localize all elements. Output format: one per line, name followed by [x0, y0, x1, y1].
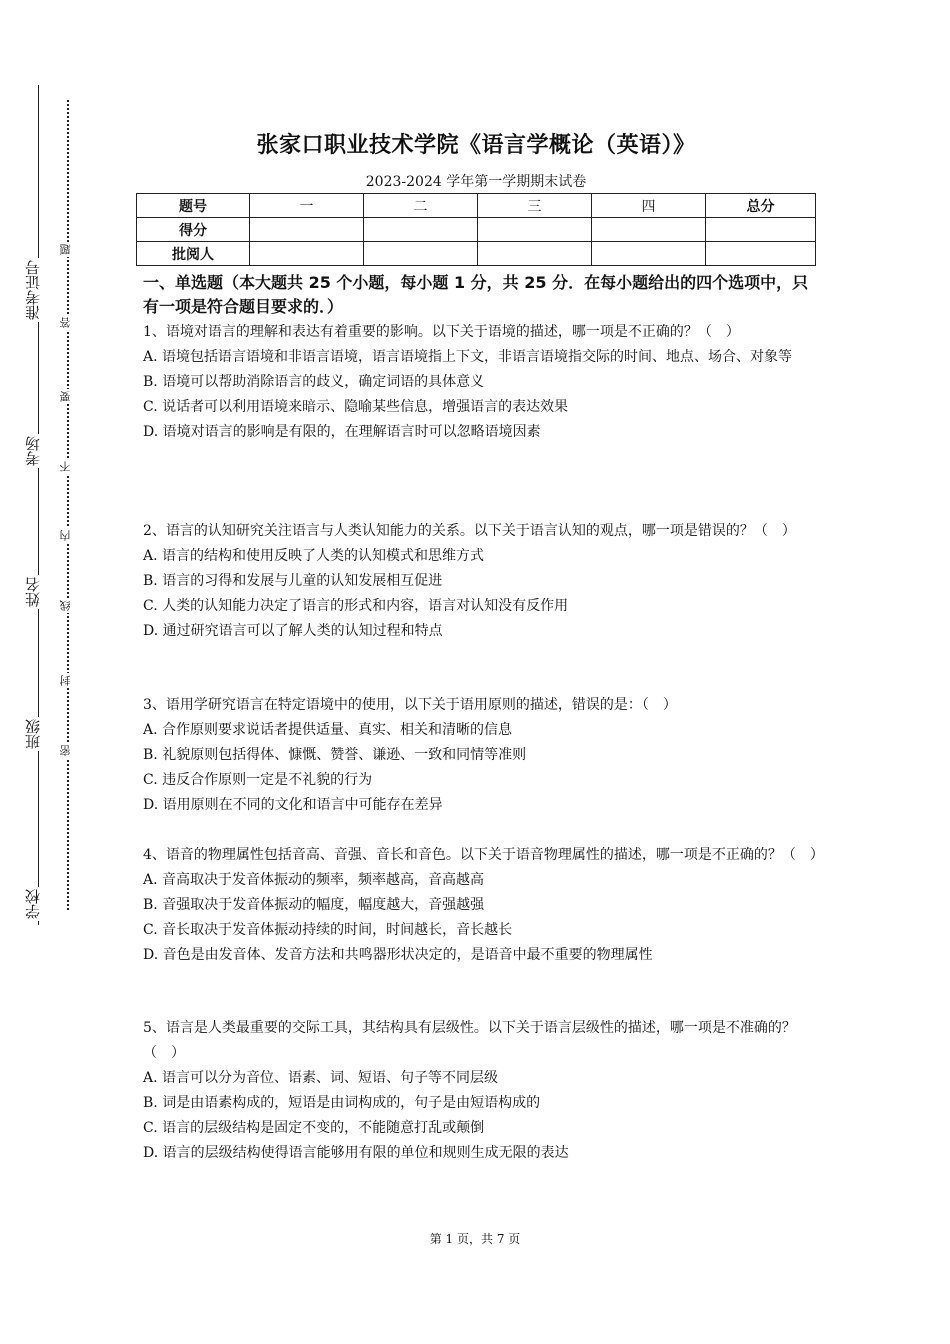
question-1: [143, 320, 819, 445]
grader-cell[interactable]: [478, 242, 592, 266]
option-d: D. 通过研究语言可以了解人类的认知过程和特点: [143, 623, 443, 639]
binding-dotted-line: [67, 100, 69, 910]
question-stem: 2、语言的认知研究关注语言与人类认知能力的关系。以下关于语言认知的观点，哪一项是错误的？（ ）: [143, 523, 796, 539]
score-col-header: 四: [592, 194, 706, 218]
field-name: 姓名: [22, 575, 54, 609]
score-cell[interactable]: [250, 218, 364, 242]
option-a: A. 语言的结构和使用反映了人类的认知模式和思维方式: [143, 548, 485, 564]
seal-char: 内: [59, 528, 75, 543]
score-col-header: 题号: [137, 194, 250, 218]
option-b: B. 礼貌原则包括得体、慷慨、赞誉、谦逊、一致和同情等准则: [143, 747, 527, 763]
field-school: 学校: [22, 887, 54, 921]
field-class: 班级: [22, 717, 54, 751]
question-3: [143, 693, 819, 818]
option-c: C. 音长取决于发音体振动持续的时间，时间越长，音长越长: [143, 922, 513, 938]
field-exam-room: 考场: [22, 434, 54, 468]
score-row: [137, 218, 816, 242]
grader-cell[interactable]: [364, 242, 478, 266]
option-a: A. 语言可以分为音位、语素、词、短语、句子等不同层级: [143, 1070, 499, 1086]
question-stem: 4、语音的物理属性包括音高、音强、音长和音色。以下关于语音物理属性的描述，哪一项是不正确的？（ ）: [143, 847, 824, 863]
question-stem: 3、语用学研究语言在特定语境中的使用，以下关于语用原则的描述，错误的是：（ ）: [143, 697, 677, 713]
score-table: [136, 193, 816, 266]
binding-strip: [0, 0, 110, 1344]
seal-char: 密: [59, 743, 75, 758]
score-col-header: 二: [364, 194, 478, 218]
question-5: [143, 1016, 819, 1166]
option-b: B. 词是由语素构成的，短语是由词构成的，句子是由短语构成的: [143, 1095, 541, 1111]
option-a: A. 音高取决于发音体振动的频率，频率越高，音高越高: [143, 872, 485, 888]
binding-solid-line: [38, 85, 39, 925]
question-stem: 5、语言是人类最重要的交际工具，其结构具有层级性。以下关于语言层级性的描述，哪一项是不准确的？（ ）: [143, 1020, 796, 1061]
question-4: [143, 843, 824, 968]
section-heading: 一、单选题（本大题共 25 个小题，每小题 1 分，共 25 分．在每小题给出的四个选项中，只有一项是符合题目要求的．）: [143, 273, 809, 316]
option-d: D. 语用原则在不同的文化和语言中可能存在差异: [143, 797, 443, 813]
option-c: C. 违反合作原则一定是不礼貌的行为: [143, 772, 373, 788]
score-cell[interactable]: [592, 218, 706, 242]
grader-row-label: 批阅人: [137, 242, 250, 266]
option-c: C. 语言的层级结构是固定不变的，不能随意打乱或颠倒: [143, 1120, 485, 1136]
option-c: C. 说话者可以利用语境来暗示、隐喻某些信息，增强语言的表达效果: [143, 399, 569, 415]
grader-cell[interactable]: [592, 242, 706, 266]
exam-title: 张家口职业技术学院《语言学概论（英语）》: [256, 133, 696, 158]
option-d: D. 语言的层级结构使得语言能够用有限的单位和规则生成无限的表达: [143, 1145, 569, 1161]
seal-char: 封: [59, 673, 75, 688]
grader-cell[interactable]: [250, 242, 364, 266]
seal-char: 线: [59, 598, 75, 613]
question-2: [143, 519, 819, 644]
option-b: B. 语境可以帮助消除语言的歧义，确定词语的具体意义: [143, 374, 485, 390]
seal-char: 要: [59, 389, 75, 404]
score-table-header-row: [137, 194, 816, 218]
question-stem: 1、语境对语言的理解和表达有着重要的影响。以下关于语境的描述，哪一项是不正确的？（ ）: [143, 324, 740, 340]
option-d: D. 音色是由发音体、发音方法和共鸣器形状决定的，是语音中最不重要的物理属性: [143, 947, 653, 963]
grader-row: [137, 242, 816, 266]
option-b: B. 音强取决于发音体振动的幅度，幅度越大，音强越强: [143, 897, 485, 913]
score-col-header: 一: [250, 194, 364, 218]
field-exam-number: 准考证号: [22, 258, 54, 322]
option-a: A. 合作原则要求说话者提供适量、真实、相关和清晰的信息: [143, 722, 513, 738]
page-number: 第 1 页，共 7 页: [429, 1232, 521, 1246]
seal-char: 答: [59, 315, 75, 330]
option-a: A. 语境包括语言语境和非语言语境，语言语境指上下文，非语言语境指交际的时间、地点、场合、对象等: [143, 349, 793, 365]
option-b: B. 语言的习得和发展与儿童的认知发展相互促进: [143, 573, 443, 589]
score-cell[interactable]: [706, 218, 816, 242]
seal-char: 不: [59, 459, 75, 474]
grader-cell[interactable]: [706, 242, 816, 266]
score-col-header: 三: [478, 194, 592, 218]
score-cell[interactable]: [478, 218, 592, 242]
option-c: C. 人类的认知能力决定了语言的形式和内容，语言对认知没有反作用: [143, 598, 569, 614]
seal-char: 题: [59, 242, 75, 257]
score-row-label: 得分: [137, 218, 250, 242]
exam-subtitle: 2023-2024 学年第一学期期末试卷: [365, 174, 587, 190]
option-d: D. 语境对语言的影响是有限的，在理解语言时可以忽略语境因素: [143, 424, 541, 440]
score-cell[interactable]: [364, 218, 478, 242]
score-col-header: 总分: [706, 194, 816, 218]
